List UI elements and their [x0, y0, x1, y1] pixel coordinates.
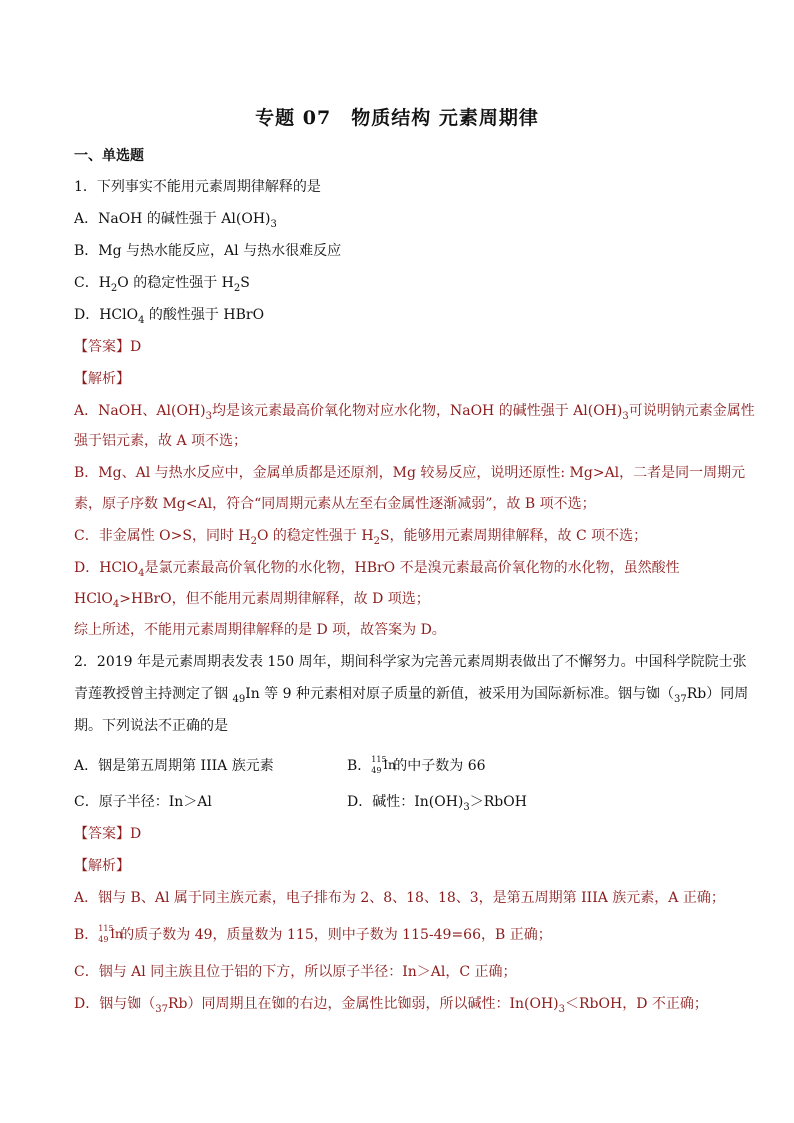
- title-part-2: 物质结构 元素周期律: [351, 107, 539, 129]
- q1-explanation-d-line1: D．HClO$_4$是氯元素最高价氧化物的水化物，HBrO 不是溴元素最高价氧化物的水化物，虽然酸性: [74, 560, 680, 579]
- q2-option-a: A．铟是第五周期第 IIIA 族元素: [74, 758, 274, 774]
- q1-option-a: A．NaOH 的碱性强于 $Al(OH)_3$: [74, 211, 277, 230]
- q2-analysis-label: 【解析】: [74, 858, 130, 874]
- q1-stem: 1．下列事实不能用元素周期律解释的是: [74, 179, 321, 195]
- q2-option-d: D．碱性：$In(OH)_3>RbOH$: [347, 794, 527, 813]
- q1-analysis-label: 【解析】: [74, 371, 130, 387]
- q1-answer: 【答案】D: [74, 339, 142, 355]
- nuclide-symbol: 115 49 In: [98, 924, 123, 944]
- q2-stem-line1: 2．2019 年是元素周期表发表 150 周年，期间科学家为完善元素周期表做出了不懈努力。中国科学院院士张: [74, 654, 747, 670]
- q1-explanation-a-line2: 强于铝元素，故 A 项不选；: [74, 433, 248, 449]
- q2-stem-line2: 青莲教授曾主持测定了铟 $_{49}$In 等 9 种元素相对原子质量的新值，被采用为国际新标准。铟与铷$(_{37}Rb)$同周: [74, 686, 749, 705]
- q2-explanation-a: A．铟与 B、Al 属于同主族元素，电子排布为 2、8、18、18、3，是第五周期第 IIIA 族元素，A 正确；: [74, 890, 725, 906]
- q2-option-b: B． 115 49 In 的中子数为 66: [347, 755, 486, 775]
- section-heading: 一、单选题: [74, 148, 144, 164]
- q1-explanation-b-line1: B．Mg、Al 与热水反应中，金属单质都是还原剂，Mg 较易反应，说明还原性: Mg>Al，二者是同一周期元: [74, 465, 746, 481]
- q2-answer: 【答案】D: [74, 826, 142, 842]
- q2-explanation-d: D．铟与铷$(_{37}Rb)$同周期且在铷的右边，金属性比铷弱，所以碱性：$In(OH)_3<RbOH$，D 不正确；: [74, 996, 708, 1015]
- q1-option-b: B．Mg 与热水能反应，Al 与热水很难反应: [74, 243, 342, 259]
- q1-explanation-a-line1: A．NaOH、$Al(OH)_3$均是该元素最高价氧化物对应水化物，NaOH 的碱性强于 $Al(OH)_3$可说明钠元素金属性: [74, 403, 755, 422]
- title-part-1: 专题 07: [255, 107, 332, 129]
- q1-explanation-d-line2: HClO$_4$>HBrO，但不能用元素周期律解释，故 D 项选；: [74, 591, 430, 610]
- q2-stem-line3: 期。下列说法不正确的是: [74, 718, 228, 734]
- q1-explanation-b-line2: 素，原子序数 Mg<Al，符合“同周期元素从左至右金属性逐渐减弱”，故 B 项不选；: [74, 496, 596, 512]
- q1-option-c: C．$H_2O$ 的稳定性强于 $H_2S$: [74, 275, 250, 294]
- q1-explanation-c: C．非金属性 O>S，同时 $H_2O$ 的稳定性强于 $H_2S$，能够用元素周期律解释，故 C 项不选；: [74, 528, 648, 547]
- q2-explanation-c: C．铟与 Al 同主族且位于铝的下方，所以原子半径：In＞Al，C 正确；: [74, 964, 517, 980]
- nuclide-symbol: 115 49 In: [371, 755, 396, 775]
- page-title: [0, 103, 794, 130]
- q2-explanation-b: B． 115 49 In 的质子数为 49，质量数为 115，则中子数为 115-49=66，B 正确；: [74, 924, 552, 944]
- q1-option-d: D．HClO$_4$ 的酸性强于 HBrO: [74, 307, 265, 326]
- q1-summary: 综上所述，不能用元素周期律解释的是 D 项，故答案为 D。: [74, 622, 446, 638]
- q2-option-c: C．原子半径：In＞Al: [74, 794, 212, 810]
